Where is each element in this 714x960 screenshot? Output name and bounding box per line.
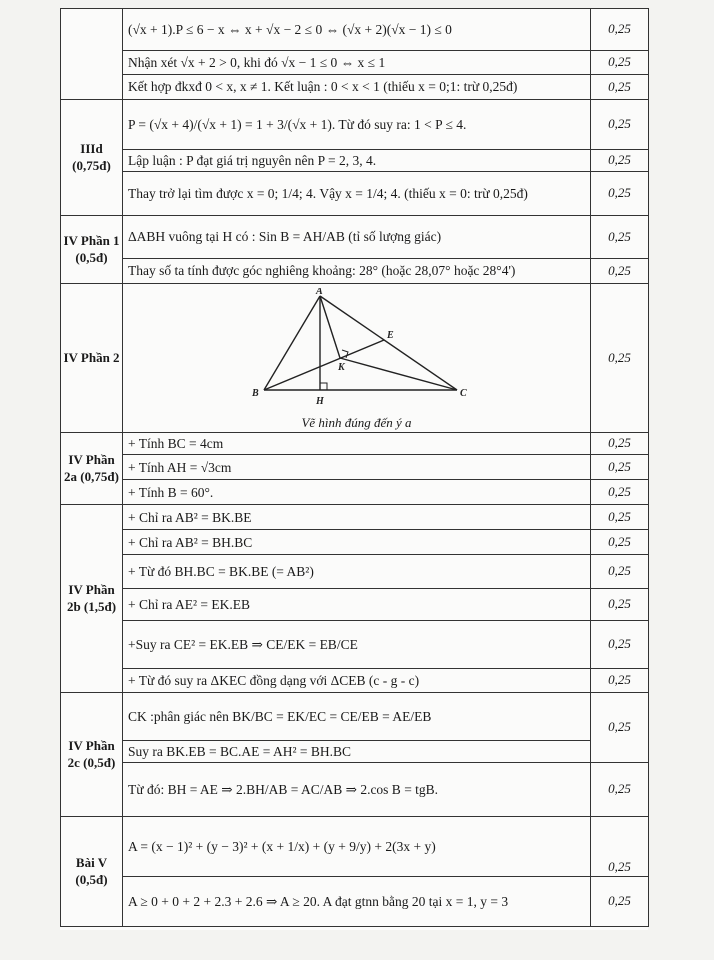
row-score: 0,25: [591, 480, 649, 505]
part-label-iv-2: IV Phần 2: [61, 284, 123, 433]
table-row: [61, 455, 649, 480]
label-b: B: [251, 388, 259, 399]
row-score: 0,25: [591, 100, 649, 150]
table-row: [61, 741, 649, 763]
figure-caption: Vẽ hình đúng đến ý a: [301, 414, 412, 430]
table-row: [61, 505, 649, 530]
row-score: 0,25: [591, 817, 649, 877]
row-content: Suy ra BK.EB = BC.AE = AH² = BH.BC: [123, 741, 591, 763]
part-label-iv-2b: IV Phần 2b (1,5đ): [61, 505, 123, 693]
label-k: K: [337, 362, 345, 373]
table-row: [61, 530, 649, 555]
row-score: 0,25: [591, 669, 649, 693]
table-row: [61, 75, 649, 100]
row-content: Lập luận : P đạt giá trị nguyên nên P = 2, 3, 4.: [123, 150, 591, 172]
triangle-figure: [242, 288, 472, 410]
part-label-iv-2c: IV Phần 2c (0,5đ): [61, 693, 123, 817]
row-content: + Tính AH = √3cm: [123, 455, 591, 480]
row-score: 0,25: [591, 259, 649, 284]
segment-ab: [264, 296, 320, 390]
segment-ak: [320, 296, 340, 358]
row-content: + Chỉ ra AB² = BK.BE: [123, 505, 591, 530]
row-score: 0,25: [591, 51, 649, 75]
row-content: (√x + 1).P ≤ 6 − x ⇔ x + √x − 2 ≤ 0 ⇔ (√x + 2)(√x − 1) ≤ 0: [123, 9, 591, 51]
row-score: 0,25: [591, 621, 649, 669]
label-c: C: [459, 388, 467, 399]
segment-kc: [340, 358, 457, 390]
row-score: 0,25: [591, 589, 649, 621]
answer-sheet: [60, 8, 648, 930]
row-content: + Tính BC = 4cm: [123, 433, 591, 455]
right-angle-h: [320, 383, 327, 390]
table-row: [61, 284, 649, 433]
part-label-iv-2a: IV Phần 2a (0,75đ): [61, 433, 123, 505]
row-content: Từ đó: BH = AE ⇒ 2.BH/AB = AC/AB ⇒ 2.cos B = tgB.: [123, 763, 591, 817]
row-score: 0,25: [591, 505, 649, 530]
row-score: 0,25: [591, 555, 649, 589]
row-score: 0,25: [591, 693, 649, 763]
table-row: [61, 763, 649, 817]
row-content: CK :phân giác nên BK/BC = EK/EC = CE/EB = AE/EB: [123, 693, 591, 741]
label-h: H: [315, 396, 324, 407]
table-row: [61, 172, 649, 216]
table-row: [61, 9, 649, 51]
row-score: 0,25: [591, 530, 649, 555]
row-score: 0,25: [591, 172, 649, 216]
table-row: [61, 589, 649, 621]
row-score: 0,25: [591, 150, 649, 172]
row-content: P = (√x + 4)/(√x + 1) = 1 + 3/(√x + 1). Từ đó suy ra: 1 < P ≤ 4.: [123, 100, 591, 150]
segment-ac: [320, 296, 457, 390]
row-content: + Từ đó suy ra ΔKEC đồng dạng với ΔCEB (c - g - c): [123, 669, 591, 693]
row-score: 0,25: [591, 284, 649, 433]
row-content: + Từ đó BH.BC = BK.BE (= AB²): [123, 555, 591, 589]
table-row: [61, 100, 649, 150]
row-score: 0,25: [591, 75, 649, 100]
table-row: [61, 51, 649, 75]
row-content: Kết hợp đkxđ 0 < x, x ≠ 1. Kết luận : 0 < x < 1 (thiếu x = 0;1: trừ 0,25đ): [123, 75, 591, 100]
row-score: 0,25: [591, 763, 649, 817]
table-row: [61, 480, 649, 505]
table-row: [61, 621, 649, 669]
table-row: [61, 555, 649, 589]
row-content: A ≥ 0 + 0 + 2 + 2.3 + 2.6 ⇒ A ≥ 20. A đạt gtnn bằng 20 tại x = 1, y = 3: [123, 877, 591, 927]
part-label-v: Bài V (0,5đ): [61, 817, 123, 927]
row-score: 0,25: [591, 877, 649, 927]
figure-cell: [123, 284, 591, 433]
grading-table: [60, 8, 649, 927]
part-label-iiid: IIId (0,75đ): [61, 100, 123, 216]
row-content: Thay số ta tính được góc nghiêng khoảng: 28° (hoặc 28,07° hoặc 28°4'): [123, 259, 591, 284]
row-content: + Chỉ ra AE² = EK.EB: [123, 589, 591, 621]
label-e: E: [386, 330, 394, 341]
row-content: +Suy ra CE² = EK.EB ⇒ CE/EK = EB/CE: [123, 621, 591, 669]
row-score: 0,25: [591, 455, 649, 480]
row-score: 0,25: [591, 216, 649, 259]
part-cell-empty: [61, 9, 123, 100]
table-row: [61, 693, 649, 741]
table-row: [61, 433, 649, 455]
table-row: [61, 150, 649, 172]
row-score: 0,25: [591, 433, 649, 455]
part-label-iv-1: IV Phần 1 (0,5đ): [61, 216, 123, 284]
table-row: [61, 817, 649, 877]
table-row: [61, 259, 649, 284]
table-row: [61, 669, 649, 693]
row-content: A = (x − 1)² + (y − 3)² + (x + 1/x) + (y + 9/y) + 2(3x + y): [123, 817, 591, 877]
row-score: 0,25: [591, 9, 649, 51]
row-content: + Chỉ ra AB² = BH.BC: [123, 530, 591, 555]
table-row: [61, 877, 649, 927]
row-content: ΔABH vuông tại H có : Sin B = AH/AB (tỉ số lượng giác): [123, 216, 591, 259]
table-row: [61, 216, 649, 259]
row-content: Nhận xét √x + 2 > 0, khi đó √x − 1 ≤ 0 ⇔ x ≤ 1: [123, 51, 591, 75]
row-content: Thay trở lại tìm được x = 0; 1/4; 4. Vậy x = 1/4; 4. (thiếu x = 0: trừ 0,25đ): [123, 172, 591, 216]
label-a: A: [315, 288, 323, 297]
row-content: + Tính B = 60°.: [123, 480, 591, 505]
